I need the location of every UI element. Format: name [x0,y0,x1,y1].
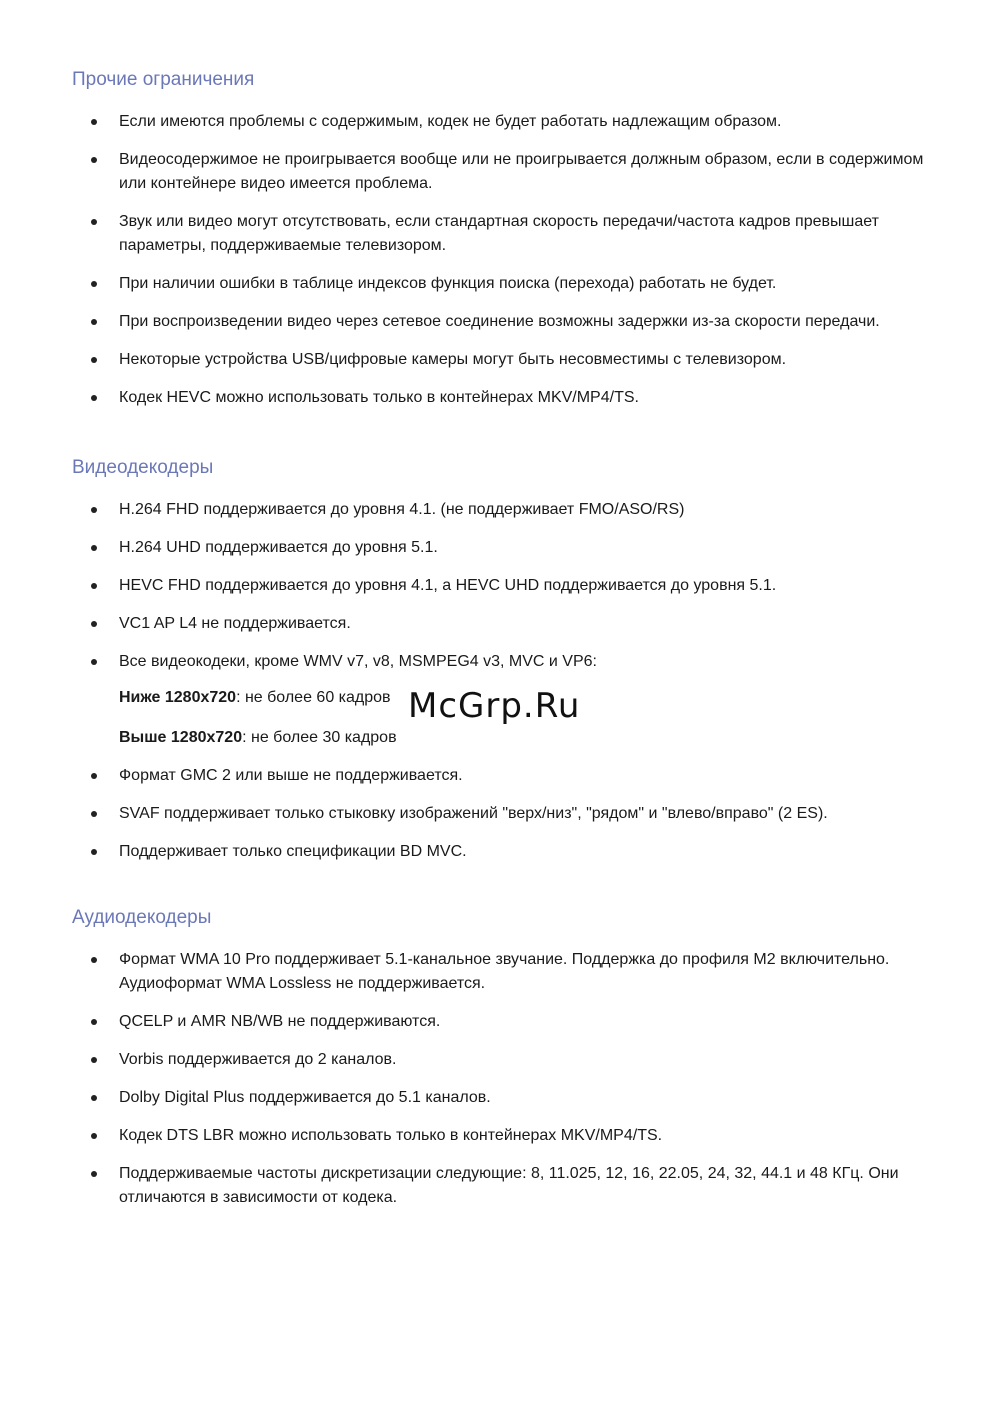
watermark-text: McGrp.Ru [408,686,581,726]
bullet-icon [91,157,97,163]
bullet-icon [91,1019,97,1025]
bullet-icon [91,1171,97,1177]
list-item: Поддерживает только спецификации BD MVC. [72,840,952,864]
section-title: Видеодекодеры [72,457,214,478]
bullet-icon [91,1133,97,1139]
list-item: VC1 AP L4 не поддерживается. [72,612,952,636]
list-item: Если имеются проблемы с содержимым, кодек не будет работать надлежащим образом. [72,110,952,134]
bullet-icon [91,659,97,665]
section-title: Прочие ограничения [72,69,255,90]
bullet-icon [91,621,97,627]
list-item: Формат WMA 10 Pro поддерживает 5.1-канальное звучание. Поддержка до профиля M2 включительно. Аудиоформат WMA Lossless не поддерживается. [72,948,952,996]
bullet-icon [91,1057,97,1063]
bullet-icon [91,849,97,855]
bullet-icon [91,1095,97,1101]
bullet-icon [91,507,97,513]
sub-line-above-720: Выше 1280x720: не более 30 кадров [119,729,397,746]
bullet-icon [91,773,97,779]
section-audio-decoders [72,906,952,1210]
list-item: H.264 UHD поддерживается до уровня 5.1. [72,536,952,560]
list-item: Все видеокодеки, кроме WMV v7, v8, MSMPEG4 v3, MVC и VP6: [72,650,952,674]
list-item: При воспроизведении видео через сетевое соединение возможны задержки из-за скорости передачи. [72,310,952,334]
bullet-icon [91,219,97,225]
bullet-list [72,110,952,410]
bullet-icon [91,811,97,817]
list-item: Dolby Digital Plus поддерживается до 5.1 каналов. [72,1086,952,1110]
bullet-list [72,498,952,674]
list-item: При наличии ошибки в таблице индексов функция поиска (перехода) работать не будет. [72,272,952,296]
list-item: Формат GMC 2 или выше не поддерживается. [72,764,952,788]
section-other-limitations [72,68,952,410]
list-item: Звук или видео могут отсутствовать, если стандартная скорость передачи/частота кадров превышает параметры, поддерживаемые телевизором. [72,210,952,258]
list-item: Vorbis поддерживается до 2 каналов. [72,1048,952,1072]
list-item: HEVC FHD поддерживается до уровня 4.1, а HEVC UHD поддерживается до уровня 5.1. [72,574,952,598]
list-item: Некоторые устройства USB/цифровые камеры могут быть несовместимы с телевизором. [72,348,952,372]
bullet-list [72,764,952,864]
sub-line-below-720: Ниже 1280x720: не более 60 кадров [119,689,391,706]
list-item: Поддерживаемые частоты дискретизации следующие: 8, 11.025, 12, 16, 22.05, 24, 32, 44.1 и 48 КГц. Они отличаются в зависимости от кодека. [72,1162,952,1210]
bullet-icon [91,545,97,551]
list-item: H.264 FHD поддерживается до уровня 4.1. (не поддерживает FMO/ASO/RS) [72,498,952,522]
bullet-icon [91,395,97,401]
list-item: SVAF поддерживает только стыковку изображений "верх/низ", "рядом" и "влево/вправо" (2 ES). [72,802,952,826]
list-item: Кодек HEVC можно использовать только в контейнерах MKV/MP4/TS. [72,386,952,410]
section-video-decoders [72,456,952,864]
list-item: Видеосодержимое не проигрывается вообще или не проигрывается должным образом, если в содержимом или контейнере видео имеется проблема. [72,148,952,196]
bullet-icon [91,281,97,287]
bullet-icon [91,957,97,963]
bullet-list [72,948,952,1210]
bullet-icon [91,319,97,325]
section-title: Аудиодекодеры [72,907,212,928]
list-item: Кодек DTS LBR можно использовать только в контейнерах MKV/MP4/TS. [72,1124,952,1148]
bullet-icon [91,357,97,363]
list-item: QCELP и AMR NB/WB не поддерживаются. [72,1010,952,1034]
bullet-icon [91,119,97,125]
bullet-icon [91,583,97,589]
